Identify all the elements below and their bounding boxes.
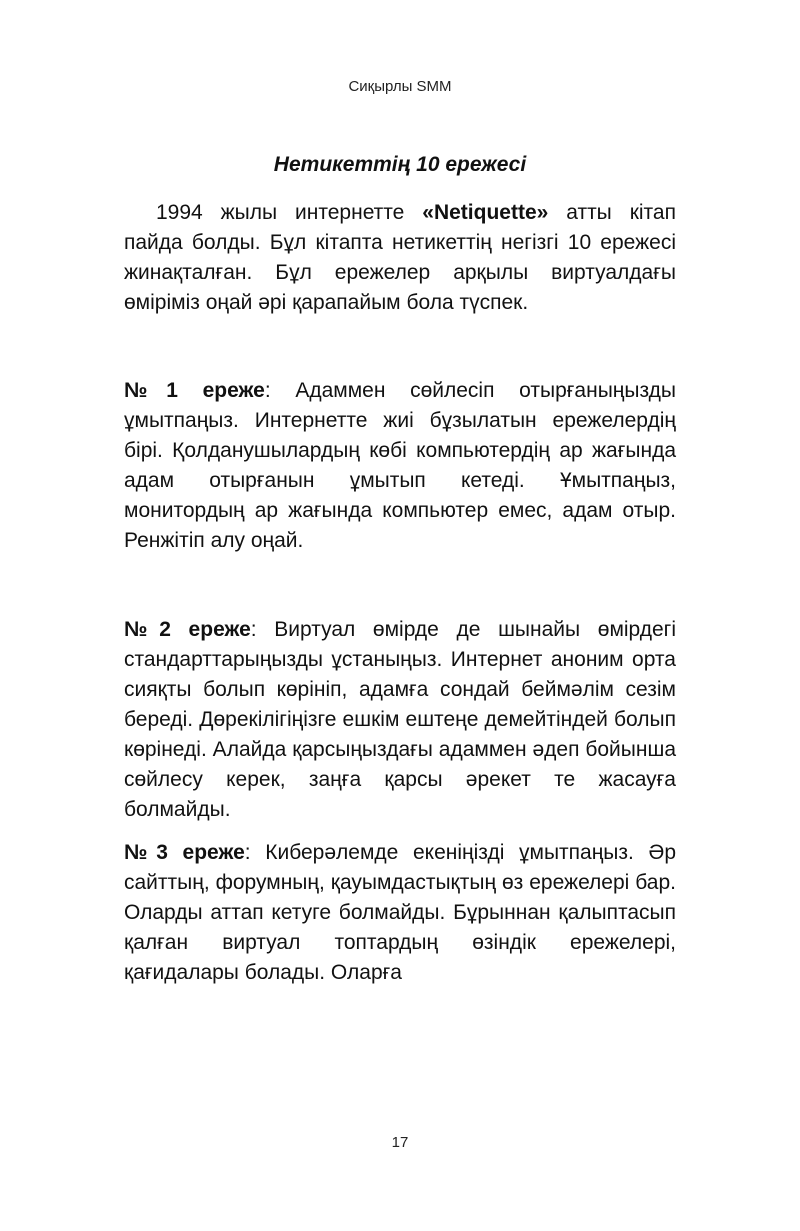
page-number: 17: [391, 1134, 409, 1151]
rule-2-text: : Виртуал өмірде де шынайы өмірдегі стандарттарыңызды ұстаныңыз. Интернет аноним орта сияқты болып көрініп, адамға сондай беймәлім сезім береді. Дөрекілігіңізге ешкім ештеңе демейтіндей болып көрінеді. Алайда қарсыңыздағы адаммен әдеп бойынша сөйлесу керек, заңға қарсы әрекет те жасауға болмайды.: [124, 618, 676, 821]
page-content: [124, 150, 676, 988]
intro-text-end: атты кітап пайда болды. Бұл кітапта нетикеттің негізгі 10 ережесі жинақталған. Бұл ережелер арқылы виртуалдағы өміріміз оңай әрі қарапайым бола түспек.: [124, 201, 676, 314]
book-name: «Netiquette»: [422, 201, 549, 224]
rule-1-label: №1 ереже: [124, 379, 265, 402]
rule-3-text: : Киберәлемде екеніңізді ұмытпаңыз. Әр сайттың, форумның, қауымдастықтың өз ережелері бар. Оларды аттап кетуге болмайды. Бұрыннан қалыптасып қалған виртуал топтардың өзіндік ережелері, қағидалары болады. Оларға: [124, 841, 676, 984]
rule-3-label: №3 ереже: [124, 841, 245, 864]
intro-text-start: 1994 жылы интернетте: [156, 201, 423, 224]
rule-3-paragraph: [124, 838, 676, 988]
spacer: [124, 825, 676, 838]
spacer: [124, 318, 676, 376]
intro-paragraph: [124, 198, 676, 318]
rule-2-label: №2 ереже: [124, 618, 251, 641]
rule-1-text: : Адаммен сөйлесіп отырғаныңызды ұмытпаңыз. Интернетте жиі бұзылатын ережелердің бірі. Қолданушылардың көбі компьютердің ар жағында адам отырғанын ұмытып кетеді. Ұмытпаңыз, монитордың ар жағында компьютер емес, адам отыр. Ренжітіп алу оңай.: [124, 379, 676, 552]
rule-1-paragraph: [124, 376, 676, 556]
spacer: [124, 556, 676, 615]
rule-2-paragraph: [124, 615, 676, 825]
running-header: Сиқырлы SMM: [348, 78, 452, 95]
section-title: Нетикеттің 10 ережесі: [273, 153, 527, 176]
